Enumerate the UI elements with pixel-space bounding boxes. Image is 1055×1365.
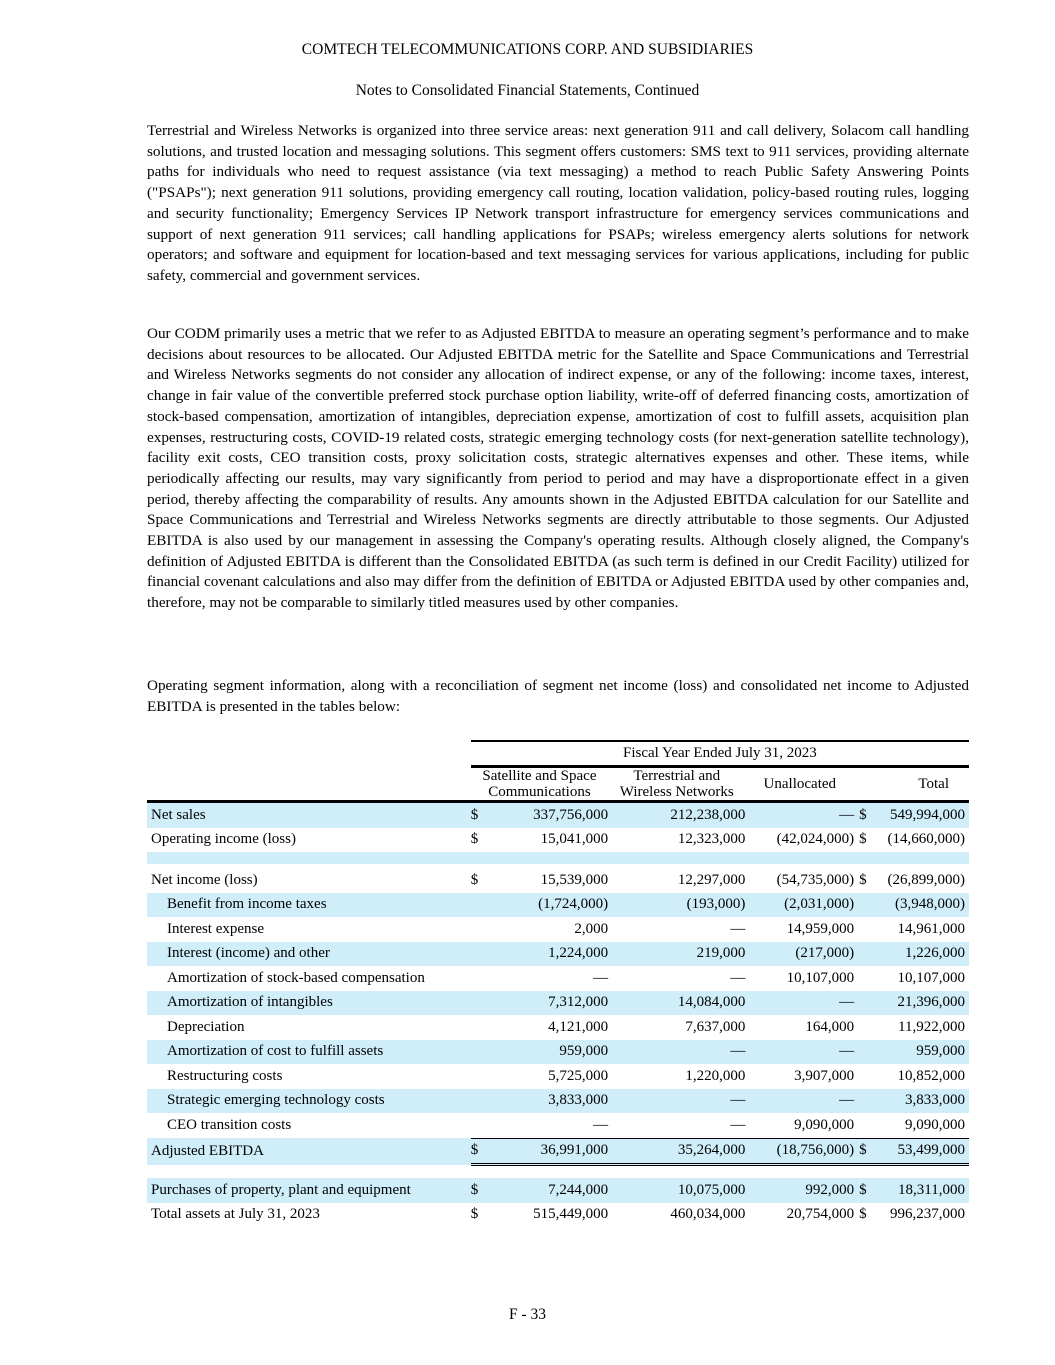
row-label: Amortization of cost to fulfill assets (147, 1040, 471, 1065)
row-label: Operating income (loss) (151, 831, 296, 848)
row-label: Depreciation (167, 1018, 245, 1035)
row-label: Interest (income) and other (147, 942, 471, 967)
row-label: Purchases of property, plant and equipment (147, 1178, 471, 1203)
col-header-terrestrial-line1: Terrestrial and (633, 768, 721, 784)
table-column-header-row (147, 767, 969, 802)
table-spacer (147, 852, 969, 864)
table-row: Depreciation 4,121,000 7,637,000 164,000 11,922,000 (147, 1015, 969, 1040)
table-row: Interest expense 2,000 — 14,959,000 14,961,000 (147, 917, 969, 942)
paragraph-adjusted-ebitda: Our CODM primarily uses a metric that we refer to as Adjusted EBITDA to measure an operating segment’s performance and to make decisions about resources to be allocated. Our Adjusted EBITDA metric for the Satellite and Space Communications and Terrestrial and Wireless Networks segments do not consider any allocation of indirect expense, or any of the following: income taxes, interest, change in fair value of the convertible preferred stock purchase option liability, write-off of deferred financing costs, amortization of stock-based compensation, amortization of intangibles, depreciation expense, amortization of cost to fulfill assets, acquisition plan expenses, restructuring costs, COVID-19 related costs, strategic emerging technology costs (for next-generation satellite technology), facility exit costs, CEO transition costs, proxy solicitation costs, strategic alternatives expenses and other. These items, while periodically affecting our results, may vary significantly from period to period and may have a disproportionate effect in a given period, thereby affecting the comparability of results. Any amounts shown in the Adjusted EBITDA calculation for our Satellite and Space Communications and Terrestrial and Wireless Networks segments are directly attributable to those segments. Our Adjusted EBITDA is also used by our management in assessing the Company's operating results. Although closely aligned, the Company's definition of Adjusted EBITDA is different than the Consolidated EBITDA (as such term is defined in our Credit Facility) utilized for financial covenant calculations and also may differ from the definition of EBITDA or Adjusted EBITDA used by other companies and, therefore, may not be comparable to similarly titled measures used by other companies. (147, 325, 969, 612)
table-row: Restructuring costs 5,725,000 1,220,000 3,907,000 10,852,000 (147, 1064, 969, 1089)
row-label: CEO transition costs (167, 1117, 292, 1133)
row-label: Amortization of intangibles (147, 991, 471, 1016)
row-label: Restructuring costs (167, 1067, 283, 1084)
row-label: Net sales (147, 802, 471, 828)
table-row: Total assets at July 31, 2023 $ 515,449,000 460,034,000 20,754,000 $ 996,237,000 (147, 1203, 969, 1228)
table-row: Operating income (loss) $ 15,041,000 12,323,000 (42,024,000) $ (14,660,000) (147, 828, 969, 853)
col-header-total: Total (854, 767, 969, 802)
col-header-unallocated: Unallocated (745, 767, 854, 802)
col-header-satellite (471, 767, 608, 802)
table-row: Amortization of cost to fulfill assets 959,000 — — 959,000 (147, 1040, 969, 1065)
table-row: Purchases of property, plant and equipment $ 7,244,000 10,075,000 992,000 $ 18,311,000 (147, 1178, 969, 1203)
period-header: Fiscal Year Ended July 31, 2023 (471, 741, 969, 767)
segment-table (147, 740, 969, 1227)
row-label: Total assets at July 31, 2023 (151, 1206, 320, 1223)
table-row: Net income (loss) $ 15,539,000 12,297,000 (54,735,000) $ (26,899,000) (147, 868, 969, 893)
table-row: Amortization of intangibles 7,312,000 14,084,000 — 21,396,000 (147, 991, 969, 1016)
table-row: Interest (income) and other 1,224,000 219,000 (217,000) 1,226,000 (147, 942, 969, 967)
table-spacer (147, 1165, 969, 1179)
row-label: Adjusted EBITDA (147, 1138, 471, 1165)
col-header-terrestrial (608, 767, 745, 802)
notes-subtitle: Notes to Consolidated Financial Statements, Continued (355, 82, 700, 99)
paragraph-segment-intro: Operating segment information, along with a reconciliation of segment net income (loss) and consolidated net income to Adjusted EBITDA is presented in the tables below: (147, 677, 969, 715)
table-row-total: Adjusted EBITDA $ 36,991,000 35,264,000 (18,756,000) $ 53,499,000 (147, 1138, 969, 1165)
paragraph-terrestrial-wireless: Terrestrial and Wireless Networks is organized into three service areas: next generation 911 and call delivery, Solacom call handling solutions, and trusted location and messaging solutions. This segment offers customers: SMS text to 911 services, providing alternate paths for individuals who need to request assistance (via text messaging) a method to reach Public Safety Answering Points ("PSAPs"); next generation 911 solutions, providing emergency call routing, location validation, policy-based routing rules, logging and security functionality; Emergency Services IP Network transport infrastructure for emergency services communications and support of next generation 911 services; call handling applications for PSAPs; wireless emergency alerts solutions for network operators; and software and equipment for location-based and text messaging services for various applications, including for public safety, commercial and government services. (147, 122, 969, 284)
table-row: Amortization of stock-based compensation — — 10,107,000 10,107,000 (147, 966, 969, 991)
row-label: Amortization of stock-based compensation (167, 969, 425, 986)
row-label: Benefit from income taxes (147, 893, 471, 918)
row-label: Interest expense (167, 920, 265, 937)
table-row: CEO transition costs — — 9,090,000 9,090,000 (147, 1113, 969, 1138)
row-label: Net income (loss) (151, 871, 258, 888)
col-header-terrestrial-line2: Wireless Networks (619, 784, 734, 800)
page-number: F - 33 (508, 1306, 547, 1323)
table-row: Benefit from income taxes (1,724,000) (193,000) (2,031,000) (3,948,000) (147, 893, 969, 918)
company-header: COMTECH TELECOMMUNICATIONS CORP. AND SUBSIDIARIES (301, 41, 754, 58)
row-label: Strategic emerging technology costs (147, 1089, 471, 1114)
table-period-header-row (147, 741, 969, 767)
col-header-satellite-line2: Communications (488, 784, 591, 800)
table-row: Net sales $ 337,756,000 212,238,000 — $ 549,994,000 (147, 802, 969, 828)
col-header-satellite-line1: Satellite and Space (482, 768, 597, 784)
table-row: Strategic emerging technology costs 3,833,000 — — 3,833,000 (147, 1089, 969, 1114)
